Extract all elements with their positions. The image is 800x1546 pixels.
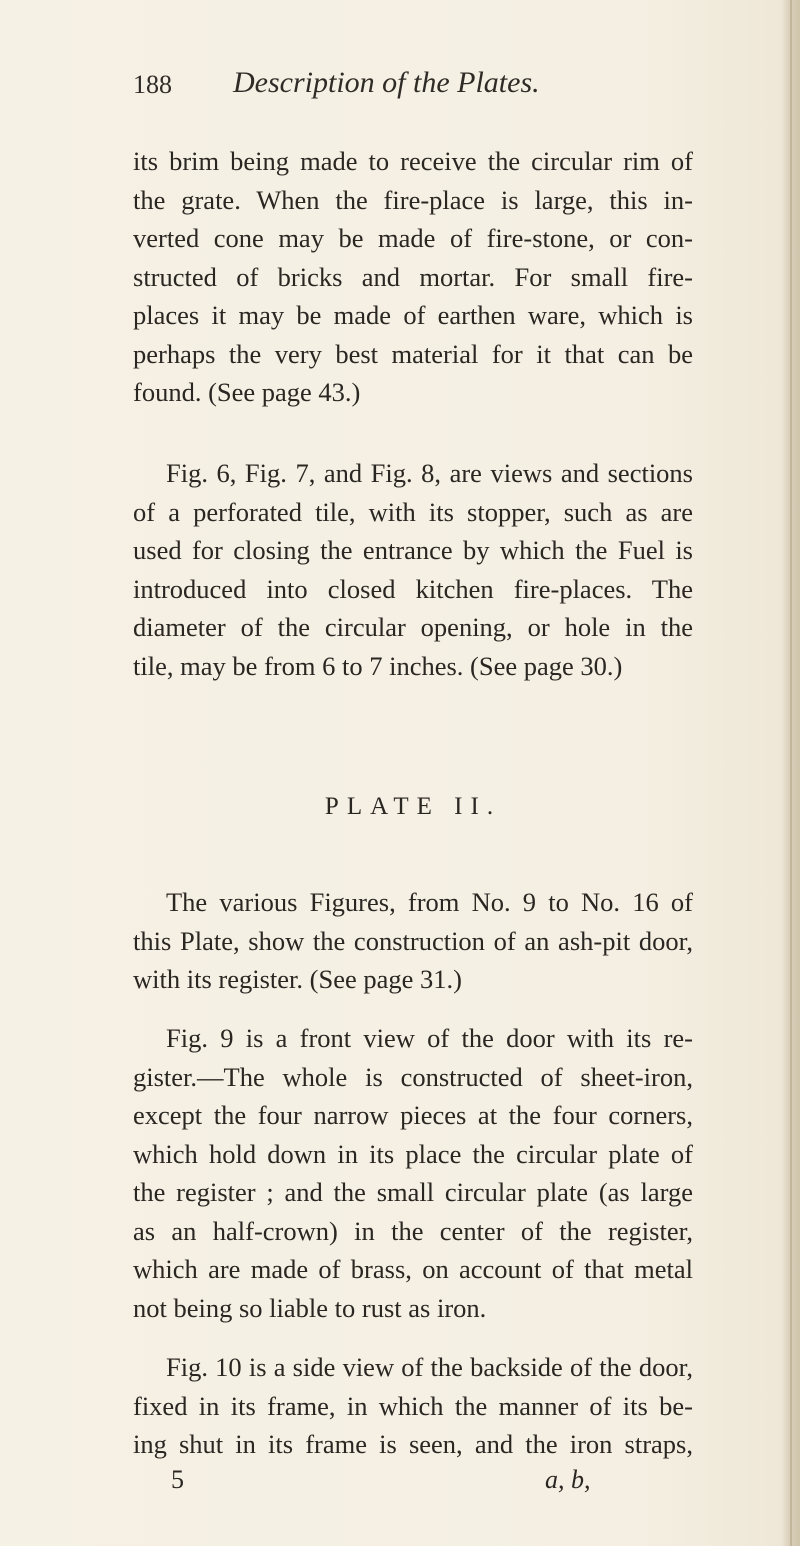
text-line: its brim being made to receive the circular rim of xyxy=(133,146,693,176)
text-line: found. (See page 43.) xyxy=(133,377,361,407)
text-line: Fig. 10 is a side view of the backside of the door, xyxy=(166,1352,693,1382)
text-line: not being so liable to rust as iron. xyxy=(133,1292,487,1323)
text-line: with its register. (See page 31.) xyxy=(133,964,462,994)
signature-mark: 5 xyxy=(171,1465,184,1494)
paragraph-3 xyxy=(133,883,693,999)
plate-heading: PLATE II. xyxy=(324,793,502,820)
text-line: The various Figures, from No. 9 to No. 16 of xyxy=(166,887,693,917)
text-line: Fig. 9 is a front view of the door with its re- xyxy=(166,1023,693,1053)
paragraph-1 xyxy=(133,142,693,412)
text-line: gister.—The whole is constructed of sheet-iron, xyxy=(133,1061,693,1092)
text-line: which hold down in its place the circular plate of xyxy=(133,1138,693,1169)
running-head: Description of the Plates. xyxy=(233,66,540,99)
text-line: used for closing the entrance by which the Fuel is xyxy=(133,535,693,565)
text-line: fixed in its frame, in which the manner of its be- xyxy=(133,1390,693,1421)
page-header xyxy=(133,62,693,106)
page-number: 188 xyxy=(133,70,172,99)
text-line: perhaps the very best material for it that can be xyxy=(133,338,693,369)
text-line: the grate. When the fire-place is large, this in- xyxy=(133,184,693,215)
text-line: verted cone may be made of fire-stone, or con- xyxy=(133,223,693,253)
page-edge-line xyxy=(790,0,792,1546)
text-line: which are made of brass, on account of that metal xyxy=(133,1254,693,1284)
text-line: structed of bricks and mortar. For small fire- xyxy=(133,261,693,292)
text-line: Fig. 6, Fig. 7, and Fig. 8, are views and sections xyxy=(166,458,693,488)
text-line: the register ; and the small circular plate (as large xyxy=(133,1177,693,1207)
text-line: of a perforated tile, with its stopper, such as are xyxy=(133,496,693,527)
paragraph-4 xyxy=(133,1019,693,1327)
paragraph-2 xyxy=(133,454,693,685)
catchword: a, b, xyxy=(545,1465,591,1494)
page-footer xyxy=(133,1463,693,1503)
paragraph-5 xyxy=(133,1348,693,1464)
text-line: tile, may be from 6 to 7 inches. (See page 30.) xyxy=(133,650,623,681)
text-line: ing shut in its frame is seen, and the iron straps, xyxy=(133,1429,693,1459)
text-line: this Plate, show the construction of an ash-pit door, xyxy=(133,925,693,956)
text-line: diameter of the circular opening, or hole in the xyxy=(133,612,693,642)
text-line: introduced into closed kitchen fire-places. The xyxy=(133,573,693,604)
text-line: except the four narrow pieces at the four corners, xyxy=(133,1100,693,1130)
text-line: as an half-crown) in the center of the register, xyxy=(133,1215,693,1246)
text-line: places it may be made of earthen ware, which is xyxy=(133,300,693,330)
